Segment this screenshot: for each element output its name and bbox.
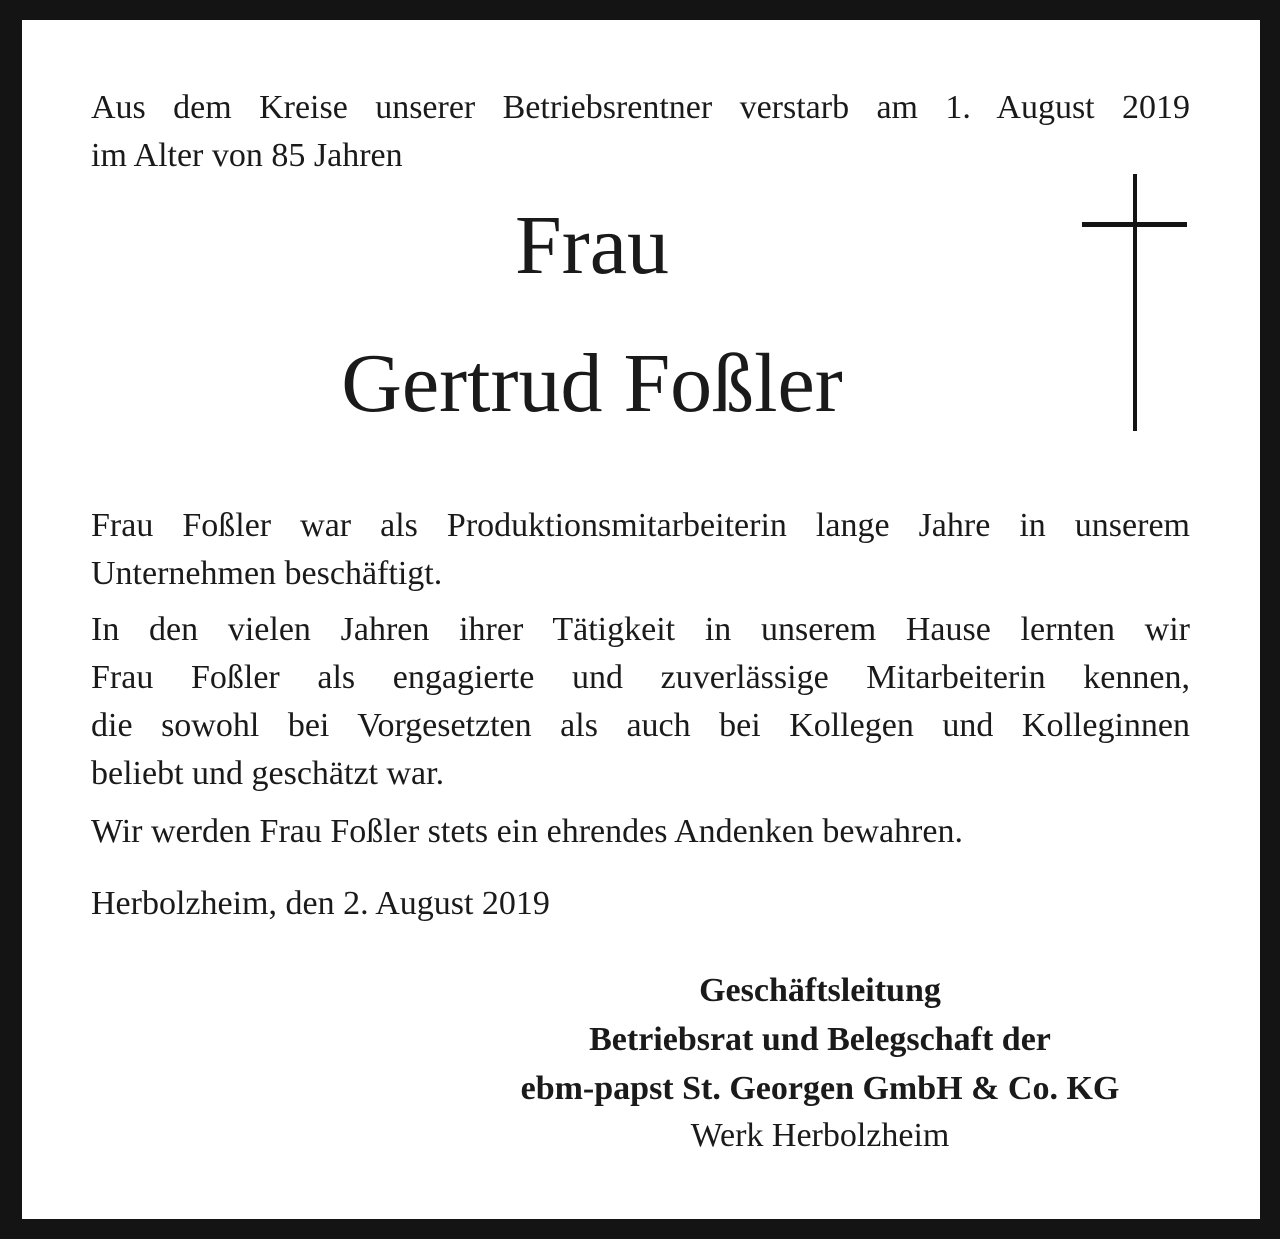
signature-line-3: ebm-papst St. Georgen GmbH & Co. KG: [520, 1070, 1120, 1107]
deceased-name: Gertrud Foßler: [341, 337, 843, 430]
paragraph-1-line-2: Unternehmen beschäftigt.: [91, 555, 443, 592]
intro-line-1: Aus dem Kreise unserer Betriebsrentner verstarb am 1. August 2019: [91, 89, 1190, 126]
intro-line-2: im Alter von 85 Jahren: [91, 137, 403, 174]
paragraph-2-line-2: Frau Foßler als engagierte und zuverlässige Mitarbeiterin kennen,: [91, 659, 1190, 696]
paragraph-2-line-1: In den vielen Jahren ihrer Tätigkeit in unserem Hause lernten wir: [91, 611, 1190, 648]
name-title: Frau: [515, 199, 669, 292]
signature-line-2: Betriebsrat und Belegschaft der: [589, 1021, 1051, 1058]
paragraph-2-line-3: die sowohl bei Vorgesetzten als auch bei Kollegen und Kolleginnen: [91, 707, 1190, 744]
place-date: Herbolzheim, den 2. August 2019: [91, 885, 550, 922]
signature-line-1: Geschäftsleitung: [699, 972, 941, 1009]
paragraph-1-line-1: Frau Foßler war als Produktionsmitarbeiterin lange Jahre in unserem: [91, 507, 1190, 544]
paragraph-3: Wir werden Frau Foßler stets ein ehrendes Andenken bewahren.: [91, 813, 963, 850]
signature-line-4: Werk Herbolzheim: [690, 1117, 950, 1154]
paragraph-2-line-4: beliebt und geschätzt war.: [91, 755, 445, 792]
